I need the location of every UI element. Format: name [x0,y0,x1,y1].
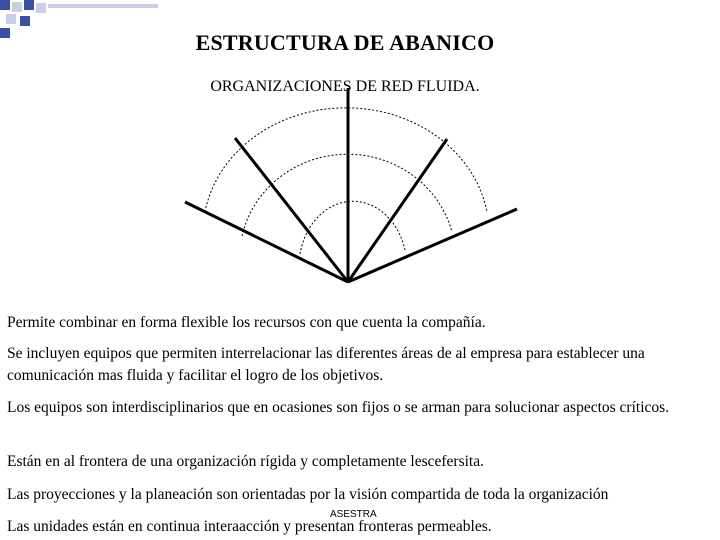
footer-label: ASESTRA [330,509,377,520]
outer-arc [205,108,487,212]
fan-line-left [235,138,348,282]
slide-subtitle: ORGANIZACIONES DE RED FLUIDA. [210,78,480,95]
inner-arc [300,201,405,254]
paragraph-5: Las proyecciones y la planeación son orientadas por la visión compartida de toda la organización [7,486,609,503]
paragraph-4: Están en al frontera de una organización rígida y completamente lescefersita. [7,453,484,470]
fan-line-far-left [185,202,348,282]
paragraph-6: Las unidades están en continua interaacción y presentan fronteras permeables. [7,518,492,535]
paragraph-2: Se incluyen equipos que permiten interrelacionar las diferentes áreas de al empresa para establecer una comunicación mas fluida y facilitar el logro de los objetivos. [7,345,645,384]
paragraph-3: Los equipos son interdisciplinarios que en ocasiones son fijos o se arman para solucionar aspectos críticos. [7,399,670,416]
slide-title: ESTRUCTURA DE ABANICO [195,30,495,55]
paragraph-1: Permite combinar en forma flexible los recursos con que cuenta la compañía. [7,314,486,331]
